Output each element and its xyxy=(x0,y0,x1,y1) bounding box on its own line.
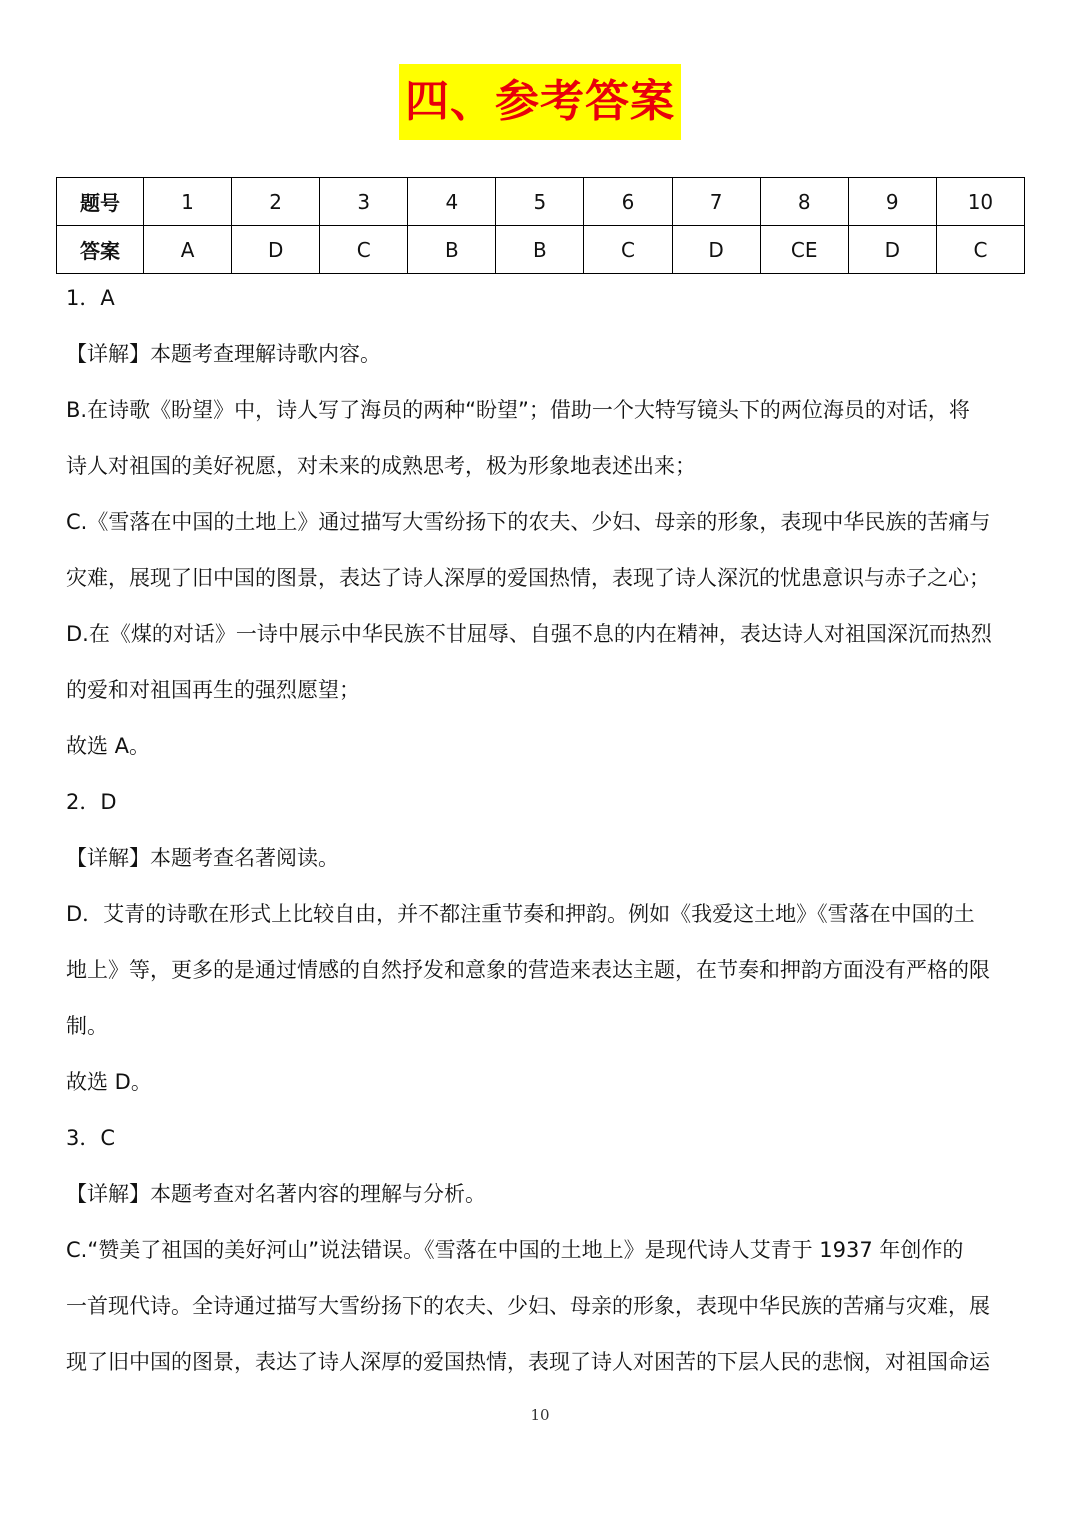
page-number: 10 xyxy=(530,1406,550,1424)
text-line: 地上》等，更多的是通过情感的自然抒发和意象的营造来表达主题，在节奏和押韵方面没有严格的限 xyxy=(66,958,990,982)
question-number: 1 xyxy=(144,178,232,226)
question-number: 2 xyxy=(232,178,320,226)
detail-intro: 【详解】本题考查理解诗歌内容。 xyxy=(66,342,381,366)
text-line: 制。 xyxy=(66,1014,108,1038)
question-number: 8 xyxy=(760,178,848,226)
text-line: 的爱和对祖国再生的强烈愿望； xyxy=(66,678,360,702)
question-number: 3 xyxy=(320,178,408,226)
answer-table xyxy=(56,177,1025,274)
answer-cell: B xyxy=(408,226,496,274)
text-line: 诗人对祖国的美好祝愿，对未来的成熟思考，极为形象地表述出来； xyxy=(66,454,696,478)
question-number: 5 xyxy=(496,178,584,226)
question-number: 6 xyxy=(584,178,672,226)
answer-cell: CE xyxy=(760,226,848,274)
conclusion-line: 故选 D。 xyxy=(66,1070,152,1094)
answer-cell: D xyxy=(848,226,936,274)
text-line: C.“赞美了祖国的美好河山”说法错误。《雪落在中国的土地上》是现代诗人艾青于 1937 年创作的 xyxy=(66,1238,964,1262)
question-number: 10 xyxy=(936,178,1024,226)
row-header-answer: 答案 xyxy=(57,226,144,274)
answer-cell: D xyxy=(672,226,760,274)
text-line: D．艾青的诗歌在形式上比较自由，并不都注重节奏和押韵。例如《我爱这土地》《雪落在中国的土 xyxy=(66,902,975,926)
title-container xyxy=(0,64,1080,140)
explanation-body xyxy=(66,270,1022,1390)
text-line: 现了旧中国的图景，表达了诗人深厚的爱国热情，表现了诗人对困苦的下层人民的悲悯，对祖国命运 xyxy=(66,1350,990,1374)
answer-cell: B xyxy=(496,226,584,274)
text-line: D.在《煤的对话》一诗中展示中华民族不甘屈辱、自强不息的内在精神，表达诗人对祖国深沉而热烈 xyxy=(66,622,992,646)
section-title: 四、参考答案 xyxy=(399,64,681,140)
text-line: 灾难，展现了旧中国的图景，表达了诗人深厚的爱国热情，表现了诗人深沉的忧患意识与赤子之心； xyxy=(66,566,990,590)
table-row-answers xyxy=(57,226,1025,274)
text-line: C.《雪落在中国的土地上》通过描写大雪纷扬下的农夫、少妇、母亲的形象，表现中华民族的苦痛与 xyxy=(66,510,991,534)
table-row-numbers xyxy=(57,178,1025,226)
question-number: 4 xyxy=(408,178,496,226)
text-line: 一首现代诗。全诗通过描写大雪纷扬下的农夫、少妇、母亲的形象，表现中华民族的苦痛与灾难，展 xyxy=(66,1294,990,1318)
question-number: 9 xyxy=(848,178,936,226)
text-line: B.在诗歌《盼望》中，诗人写了海员的两种“盼望”；借助一个大特写镜头下的两位海员的对话，将 xyxy=(66,398,970,422)
question-number: 7 xyxy=(672,178,760,226)
conclusion-line: 故选 A。 xyxy=(66,734,151,758)
answer-cell: C xyxy=(320,226,408,274)
answer-heading: 3．C xyxy=(66,1126,116,1150)
detail-intro: 【详解】本题考查名著阅读。 xyxy=(66,846,339,870)
answer-heading: 1．A xyxy=(66,286,115,310)
answer-cell: C xyxy=(584,226,672,274)
detail-intro: 【详解】本题考查对名著内容的理解与分析。 xyxy=(66,1182,486,1206)
answer-cell: C xyxy=(936,226,1024,274)
row-header-number: 题号 xyxy=(57,178,144,226)
answer-cell: D xyxy=(232,226,320,274)
answer-cell: A xyxy=(144,226,232,274)
answer-heading: 2．D xyxy=(66,790,117,814)
